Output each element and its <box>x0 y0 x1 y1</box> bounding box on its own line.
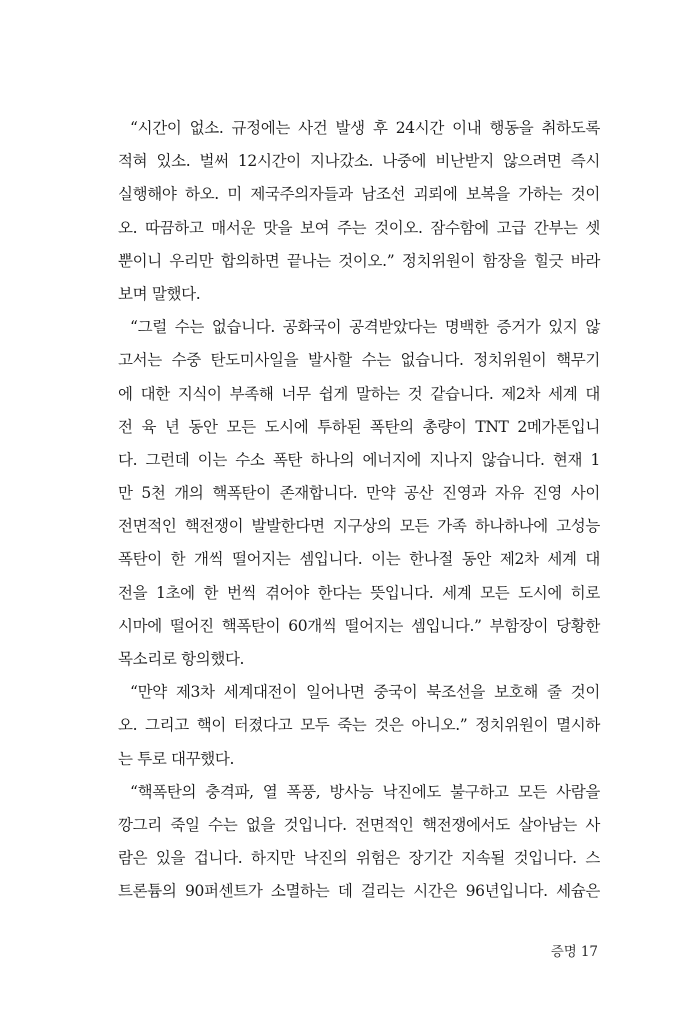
text-line: 전을 1초에 한 번씩 겪어야 한다는 뜻입니다. 세계 모든 도시에 히로 <box>118 583 600 602</box>
text-line: 뿐이니 우리만 합의하면 끝나는 것이오.” 정치위원이 함장을 힐긋 바라 <box>118 251 600 270</box>
text-line: “시간이 없소. 규정에는 사건 발생 후 24시간 이내 행동을 취하도록 <box>130 119 600 137</box>
paragraph <box>118 776 600 909</box>
page-footer <box>547 942 598 962</box>
text-line: 트론튬의 90퍼센트가 소멸하는 데 걸리는 시간은 96년입니다. 세슘은 <box>118 882 600 901</box>
text-line: 에 대한 지식이 부족해 너무 쉽게 말하는 것 같습니다. 제2차 세계 대 <box>118 384 600 403</box>
text-line: 람은 있을 겁니다. 하지만 낙진의 위험은 장기간 지속될 것입니다. 스 <box>118 849 600 868</box>
text-line: 목소리로 항의했다. <box>118 650 245 668</box>
text-line: 전면적인 핵전쟁이 발발한다면 지구상의 모든 가족 하나하나에 고성능 <box>118 517 600 536</box>
text-line: 깡그리 죽일 수는 없을 것입니다. 전면적인 핵전쟁에서도 살아남는 사 <box>118 815 600 834</box>
text-line: 폭탄이 한 개씩 떨어지는 셈입니다. 이는 한나절 동안 제2차 세계 대 <box>118 550 600 569</box>
text-line: 오. 따끔하고 매서운 맛을 보여 주는 것이오. 잠수함에 고급 간부는 셋 <box>118 218 600 237</box>
text-line: 만 5천 개의 핵폭탄이 존재합니다. 만약 공산 진영과 자유 진영 사이 <box>118 484 600 503</box>
text-line: “만약 제3차 세계대전이 일어나면 중국이 북조선을 보호해 줄 것이 <box>130 683 600 702</box>
text-line: 고서는 수중 탄도미사일을 발사할 수는 없습니다. 정치위원이 핵무기 <box>118 351 600 370</box>
text-line: 전 육 년 동안 모든 도시에 투하된 폭탄의 총량이 TNT 2메가톤입니 <box>118 417 600 436</box>
text-line: 다. 그런데 이는 수소 폭탄 하나의 에너지에 지나지 않습니다. 현재 1 <box>118 450 600 469</box>
text-line: 실행해야 하오. 미 제국주의자들과 남조선 괴뢰에 보복을 가하는 것이 <box>118 185 600 204</box>
paragraph <box>118 112 600 311</box>
text-line: 적혀 있소. 벌써 12시간이 지나갔소. 나중에 비난받지 않으려면 즉시 <box>118 152 600 171</box>
paragraph <box>118 311 600 676</box>
running-chapter-title: 증명 <box>550 944 577 960</box>
text-line: 보며 말했다. <box>118 284 201 303</box>
text-line: 는 투로 대꾸했다. <box>118 749 235 768</box>
text-line: “그럴 수는 없습니다. 공화국이 공격받았다는 명백한 증거가 있지 않 <box>130 318 600 337</box>
page-number: 17 <box>580 944 598 960</box>
text-line: “핵폭탄의 충격파, 열 폭풍, 방사능 낙진에도 불구하고 모든 사람을 <box>130 782 600 801</box>
text-line: 오. 그리고 핵이 터졌다고 모두 죽는 것은 아니오.” 정치위원이 멸시하 <box>118 716 600 735</box>
body-text <box>118 112 600 909</box>
text-line: 시마에 떨어진 핵폭탄이 60개씩 떨어지는 셈입니다.” 부함장이 당황한 <box>118 616 600 635</box>
paragraph <box>118 676 600 776</box>
